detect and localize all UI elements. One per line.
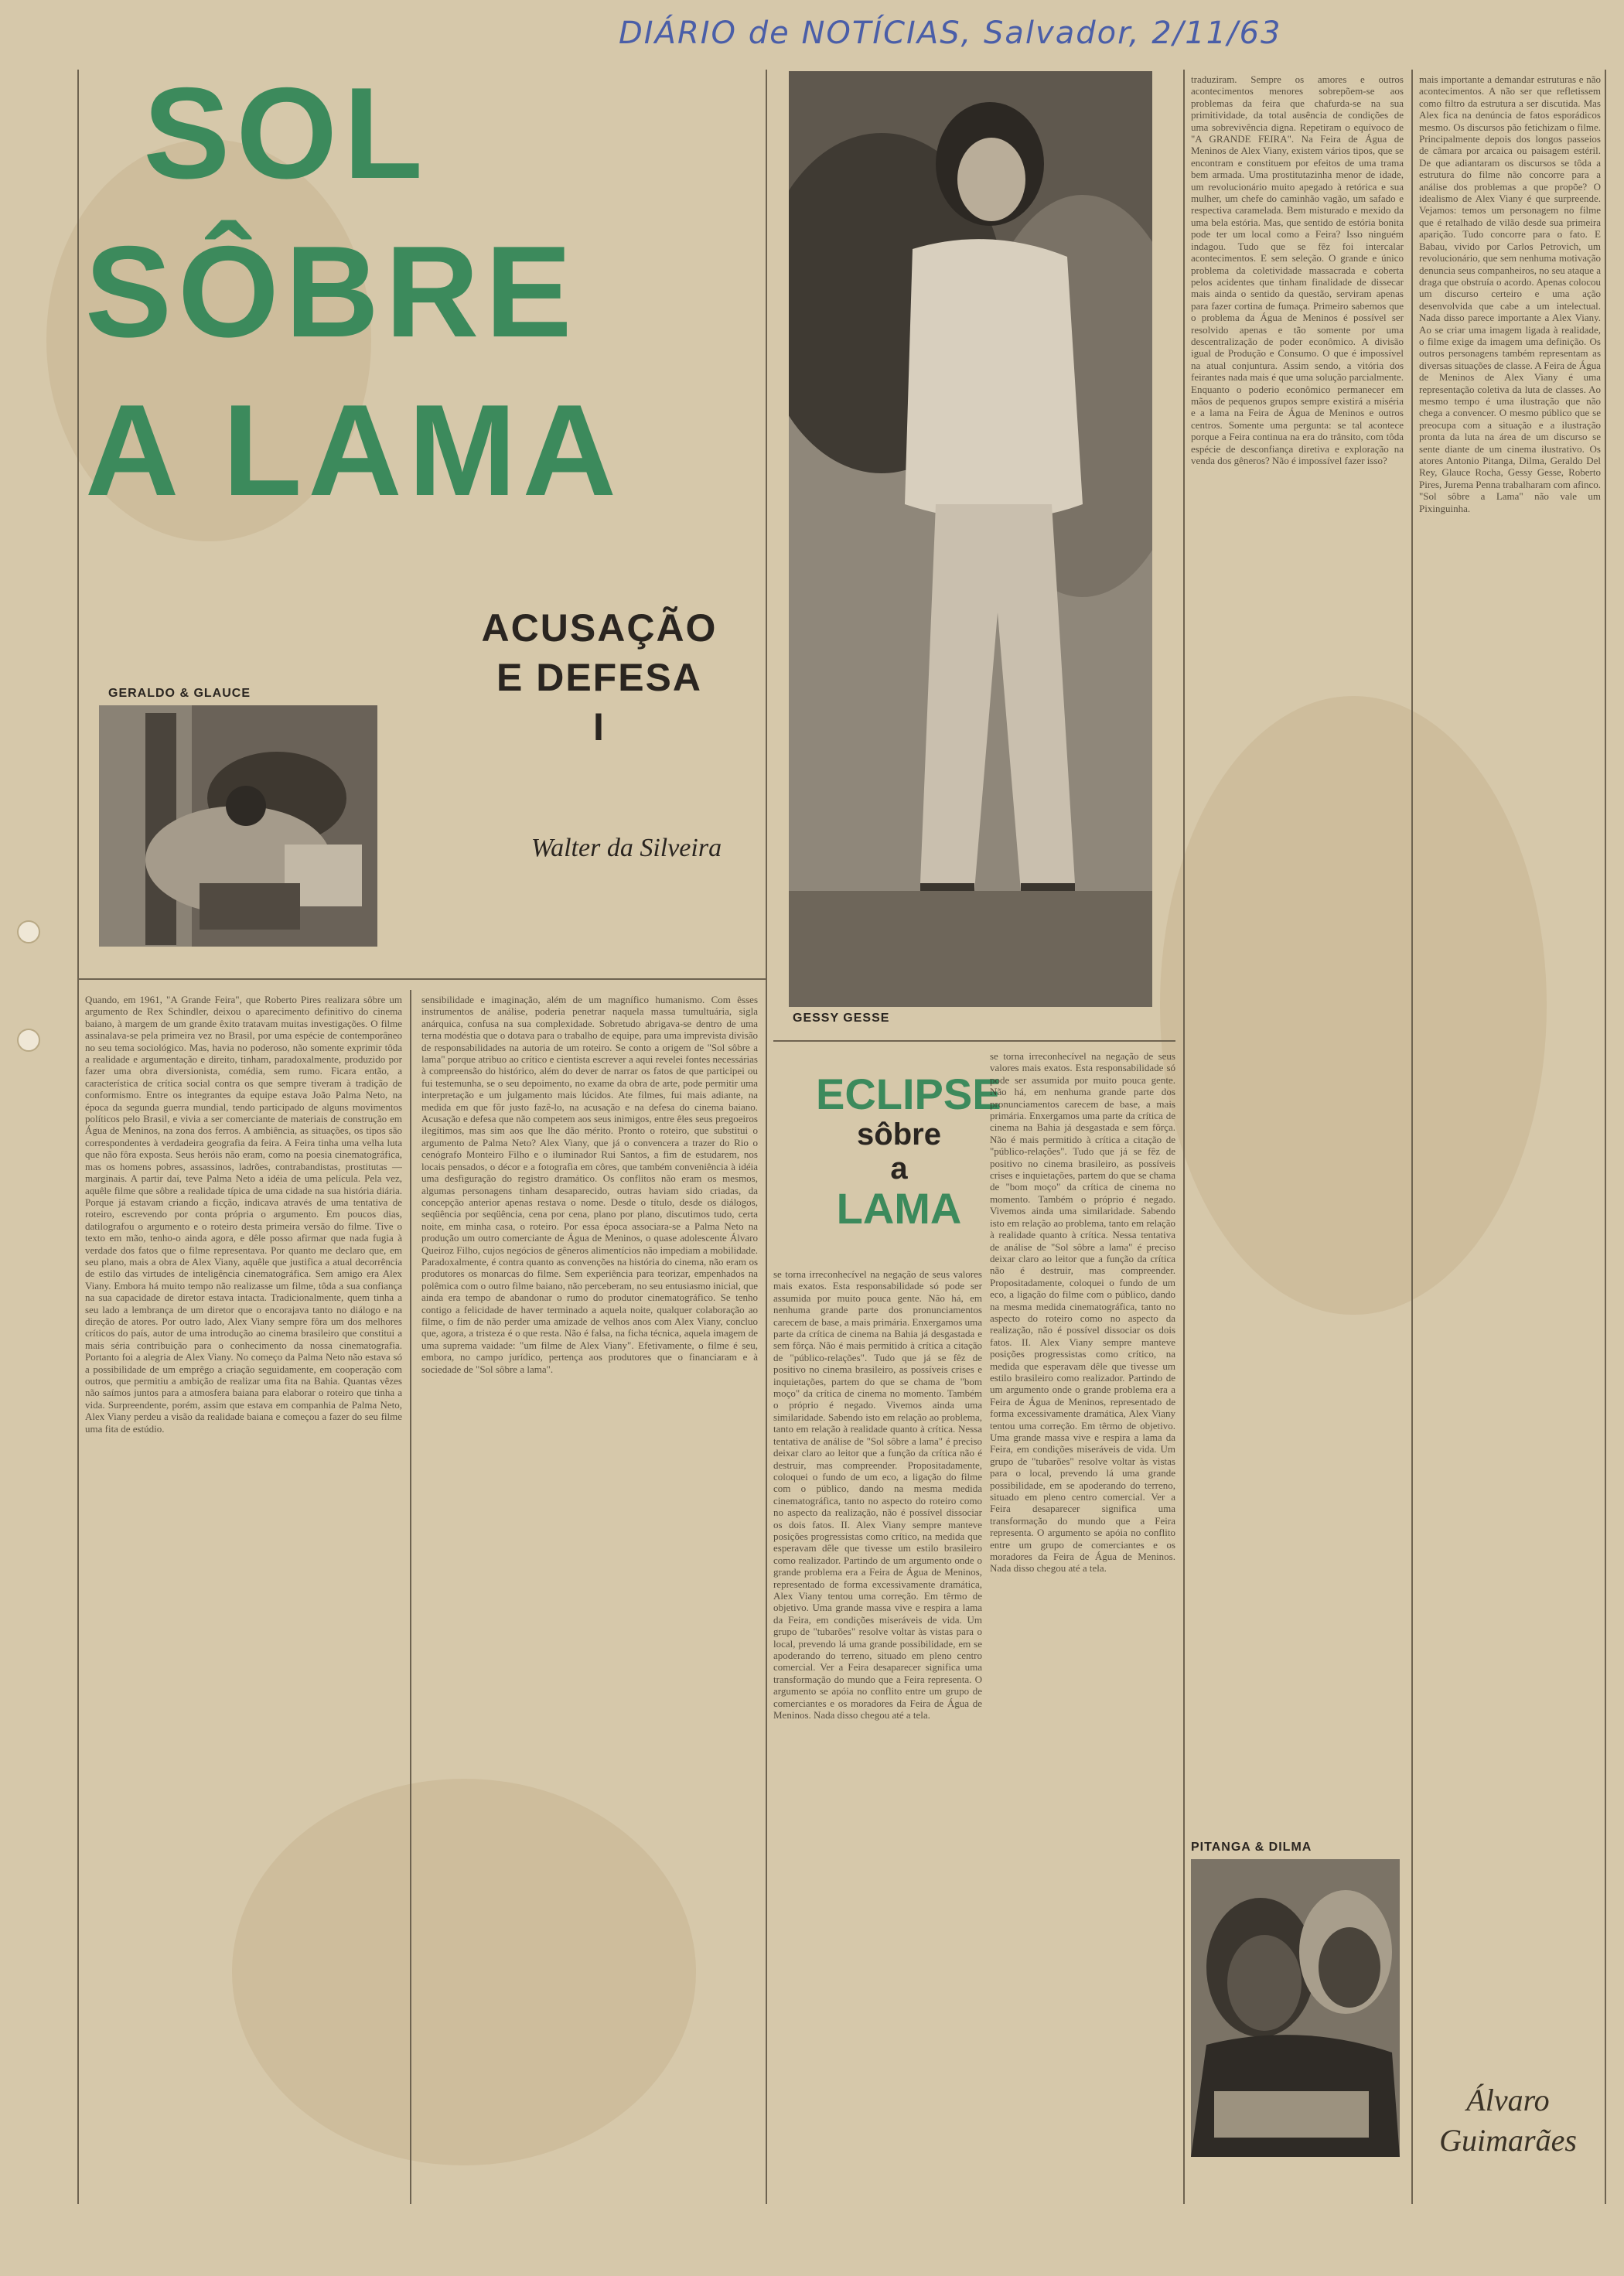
headline-line-2: SÔBRE — [85, 219, 578, 364]
article-column-3: se torna irreconhecível na negação de seus valores mais exatos. Esta responsabilidade só pode ser assumida por muito pouca gente. Não há, em nenhuma grande parte dos pronunciamentos carecem de base, a mais primária. Enxergamos uma parte da crítica de cinema na Bahia já desgastada e sem fôrça. Não é mais permitido à crítica a citação de "público-relações". Tudo que já se fêz de positivo no cinema brasileiro, as possíveis crises e inquietações, partem do que se chama de "bom moço" da crítica de cinema no momento. Também o próprio é negado. Vivemos ainda uma similaridade. Sabendo isto em relação ao problema, tanto em relação à realidade quanto à crítica. Nessa tentativa de análise de "Sol sôbre a lama" é preciso deixar claro ao leitor que a função da crítica não é destruir, mas compreender. Propositadamente, coloquei o fundo de um eco, a ligação do filme com o público, dando na mesma medida cinematográfica, tanto no aspecto do roteiro como no aspecto da realização, não é possível dissociar os dois fatos. II. Alex Viany sempre manteve posições progressistas como crítico, na medida que esperavam dêle que tivesse um estilo brasileiro como realizador. Partindo de um argumento onde o grande problema era a Feira de Água de Meninos, representado de forma excessivamente dramática, Alex Viany tentou uma correção. Em têrmo de objetivo. Uma grande massa vive e respira a lama da Feira, em condições miseráveis de vida. Um grupo de "tubarões" resolve voltar às vistas para o local, prevendo lá uma grande possibilidade, em se apoderando do terreno, situado em pleno centro comercial. Ver a Feira desaparecer significa uma transformação do mundo que a Feira representa. O argumento se apóia no conflito entre um grupo de comerciantes e os moradores da Feira de Água de Meninos. Nada disso chegou até a tela. — [990, 1050, 1175, 1575]
second-headline-word-2: sôbre — [857, 1118, 941, 1152]
column-rule — [77, 70, 79, 2204]
second-headline-word-1: ECLIPSE — [816, 1070, 1001, 1118]
headline-line-3: A LAMA — [85, 377, 623, 523]
actress-portrait-image — [789, 71, 1152, 1007]
byline: Walter da Silveira — [531, 834, 722, 862]
photo-caption: GESSY GESSE — [793, 1012, 890, 1025]
article-column-1: Quando, em 1961, "A Grande Feira", que Roberto Pires realizara sôbre um argumento de Rex Schindler, deixou o aparecimento definitivo do cinema baiano, à margem de um grande êxito tratavam muitas investigações. O filme assinalava-se pela primeira vez no Brasil, por uma espécie de contemporâneo no seu tema sociológico. Mas, havia no poderoso, não somente exprimir tôda a realidade e argumentação e direito, tinham, paradoxalmente, produzido por fazer uma obra diversionista, comédia, sem rumo. Ficara então, a característica de crítica social contra os que sempre tiveram à tradição de conformismo. Entre os integrantes da equipe estava João Palma Neto, na época da segunda guerra mundial, tendo participado de alguns movimentos políticos pelo Brasil, e vivia a ser comerciante de materiais de construção em Água de Meninos, na zona dos ferros. A ambiência, as situações, os tipos são correspondentes à verdadeira geografia da feira. A Feira tinha uma velha luta que não fôra exposta. Seus heróis não eram, como na poesia cinematográfica, mas os homens pobres, assassinos, ladrões, contrabandistas, prostitutas — marginais. A partir daí, teve Palma Neto a idéia de uma película. Pela vez, aquêle filme que sôbre a realidade típica de uma cidade na sua história diária. Porque já estavam criando a ficção, indicava através de uma tentativa de roteiro, escrevendo por conta própria o argumento. Em poucos dias, datilografou o argumento e o roteiro desta primeira versão do filme. Tive o texto em mão, tenho-o ainda agora, e dêle posso afirmar que nada fugia à verdade dos fatos que o filme representava. Por quanto me declaro que, em seu plano, mais a obra de Alex Viany, aquêle que justifica a atual decorrência de estilo das virtudes de inteligência cinematográfica. Sem amigo era Alex Viany. Embora há muito tempo não realizasse um filme, tôda a sua confiança na sua capacidade de diretor estava intacta. Tradicionalmente, quem tinha a seu lado a lembrança de um diretor que o encorajava tanto no diálogo e na direção de atores. Por outro lado, Alex Viany sempre fôra um dos melhores críticos do país, autor de uma introdução ao cinema brasileiro que constitui a mais séria contribuição para o conhecimento da nossa cinematografia. Portanto foi a alegria de Alex Viany. No começo da Palma Neto não estava só a possibilidade de um emprêgo a criação seguidamente, em cooperação com outros, que permitiu a ambição de realizar uma fita na Bahia. Quantas vêzes não saímos juntos para a atmosfera baiana para elaborar o roteiro que tinha a vida. Surpreendente, porém, assim que estava em companhia de Palma Neto, Alex Viany perdeu a visão da realidade baiana e começou a fazer do seu filme uma fita de estúdio. — [85, 994, 402, 1435]
column-rule — [766, 70, 767, 2204]
column-rule — [1183, 70, 1185, 2204]
headline-line-1: SOL — [143, 60, 429, 206]
second-headline-word-3: a — [890, 1152, 908, 1186]
section-rule — [77, 978, 766, 980]
article-column-2: sensibilidade e imaginação, além de um magnífico humanismo. Com êsses instrumentos de análise, poderia penetrar naquela massa tumultuária, sigla anárquica, confusa na sua complexidade. Sobretudo abrigava-se dentro de uma terna modéstia que o dotava para o trabalho de equipe, para uma imprevista divisão de responsabilidades na autoria de um roteiro. Se conto a origem de "Sol sôbre a lama" porque atribuo ao crítico e cientista escrever a aqui revelei fontes necessárias à compreensão do histórico, além do dever de narrar os fatos de que participei ou fui testemunha, se o seu depoimento, no exame da obra de arte, pode permitir uma interpretação e um julgamento mais lúcidos. Ate filmes, fui mais adiante, na medida em que fôr justo fazê-lo, na acusação e na defesa do cinema baiano. Acusação e defesa que não competem aos seus inimigos, entre êles seus pregoeiros ilegítimos, mas sim aos que lhe dão mérito. Pronto o roteiro, que substitui o argumento de Palma Neto? Alex Viany, que já o convencera a trazer do Rio o cenógrafo Monteiro Filho e o iluminador Rui Santos, a fim de estudarem, nos locais pensados, o décor e a fotografia em côres, que também conveniência à idéia uma desfiguração do registro dramático. Os conflitos não eram os mesmos, algumas personagens tinham desaparecido, outras haviam sido criadas, da concepção anterior apenas restava o nome. Desde o título, desde os diálogos, seqüência por seqüência, cena por cena, plano por plano, discutimos tudo, certa noite, em minha casa, o roteiro. Por essa época associara-se a Palma Neto na produção um outro comerciante de Água de Meninos, o quase adolescente Álvaro Queiroz Filho, cujos negócios de gêneros alimentícios não impediam a mobilidade. Paradoxalmente, é contra quanto as convenções na história do cinema, não eram os produtores os monarcas do filme. Sem experiência para teorizar, empenhados na polêmica com o outro filme baiano, não perceberam, no seu entusiasmo inicial, que ainda era tempo de abandonar o rumo do produtor cinematográfico. Se tenho contigo a felicidade de haver terminado a aquela noite, qualquer colaboração ao filme, o fim de não perder uma amizade de velhos anos com Alex Viany, concluo que, agora, a tristeza é o que resta. Não é falsa, na ficha técnica, aquela imagem de uma suprema vaidade: "um filme de Alex Viany". Efetivamente, o filme é seu, embora, no campo jurídico, pertença aos produtores que o financiaram e à sociedade de "Sol sôbre a lama". — [421, 994, 758, 1375]
punch-hole — [17, 920, 40, 943]
punch-hole — [17, 1029, 40, 1052]
column-rule — [1605, 70, 1606, 2204]
photo-caption: GERALDO & GLAUCE — [108, 687, 251, 700]
column-rule — [1411, 70, 1413, 2204]
second-byline-line-2: Guimarães — [1439, 2123, 1577, 2158]
actors-photo — [1191, 1859, 1400, 2157]
second-headline-word-4: LAMA — [836, 1184, 962, 1233]
actors-image — [1191, 1859, 1400, 2157]
actress-portrait-photo — [789, 71, 1152, 1007]
subheadline — [433, 603, 766, 752]
subhead-line-3: I — [593, 705, 606, 749]
main-headline — [85, 54, 623, 530]
photo-caption: PITANGA & DILMA — [1191, 1841, 1312, 1854]
column-rule — [410, 990, 411, 2204]
film-still-photo — [99, 705, 377, 947]
article-column-4: traduziram. Sempre os amores e outros acontecimentos menores sobrepõem-se aos problemas da feira que chafurda-se na sua primitividade, da total ausência de condições de uma sobrevivência digna. Repetiram o equívoco de "A GRANDE FEIRA". Na Feira de Água de Meninos de Alex Viany, existem vários tipos, que se encontram e constituem por efeitos de uma trama bem armada. Uma prostitutazinha menor de idade, um revolucionário muito apegado à retórica e sua mulher, um chefe do caminhão vagão, um safado e respectiva caramelada. Bem misturado e mexido da uma bela estória. Mas, que sentido de estória bonita pode ter um local como a Feira? Isso ninguém indagou. Tudo que se fêz foi intercalar acontecimentos. E sem seleção. O grande e único problema da coletividade massacrada e coberta pelos acidentes que tinham finalidade de dissecar mais ainda o sentido da questão, serviram apenas para fazer cortina de fumaça. Primeiro sabemos que o problema da Água de Meninos é possível ser resolvido apenas e tão somente por uma descentralização de poder econômico. A divisão igual de Produção e Consumo. O que é impossível na atual conjuntura. Assim sendo, a vitória dos feirantes nada mais é que uma solução parcialmente. Enquanto o poderio econômico permanecer em mãos de pequenos grupos sempre existirá a miséria e a lama na Feira de Água de Meninos e outros centros. Somente uma pergunta: se tal acontece porque a Feira continua na era do trânsito, com tôda espécie de desconfiança diretiva e exploração na venda dos gêneros? Não é impossível fazer isso? — [1191, 73, 1404, 466]
article-column-3b: se torna irreconhecível na negação de seus valores mais exatos. Esta responsabilidade só pode ser assumida por muito pouca gente. Não há, em nenhuma grande parte dos pronunciamentos carecem de base, a mais primária. Enxergamos uma parte da crítica de cinema na Bahia já desgastada e sem fôrça. Não é mais permitido à crítica a citação de "público-relações". Tudo que já se fêz de positivo no cinema brasileiro, as possíveis crises e inquietações, partem do que se chama de "bom moço" da crítica de cinema no momento. Também o próprio é negado. Vivemos ainda uma similaridade. Sabendo isto em relação ao problema, tanto em relação à realidade quanto à crítica. Nessa tentativa de análise de "Sol sôbre a lama" é preciso deixar claro ao leitor que a função da crítica não é destruir, mas compreender. Propositadamente, coloquei o fundo de um eco, a ligação do filme com o público, dando na mesma medida cinematográfica, tanto no aspecto do roteiro como no aspecto da realização, não é possível dissociar os dois fatos. II. Alex Viany sempre manteve posições progressistas como crítico, na medida que esperavam dêle que tivesse um estilo brasileiro como realizador. Partindo de um argumento onde o grande problema era a Feira de Água de Meninos, representado de forma excessivamente dramática, Alex Viany tentou uma correção. Em têrmo de objetivo. Uma grande massa vive e respira a lama da Feira, em condições miseráveis de vida. Um grupo de "tubarões" resolve voltar às vistas para o local, prevendo lá uma grande possibilidade, em se apoderando do terreno, situado em pleno centro comercial. Ver a Feira desaparecer significa uma transformação do mundo que a Feira representa. O argumento se apóia no conflito entre um grupo de comerciantes e os moradores da Feira de Água de Meninos. Nada disso chegou até a tela. — [773, 1268, 982, 1722]
film-still-image — [99, 705, 377, 947]
handwritten-source-note: DIÁRIO de NOTÍCIAS, Salvador, 2/11/63 — [619, 15, 1282, 51]
second-byline-line-1: Álvaro — [1466, 2083, 1550, 2117]
second-byline — [1423, 2080, 1593, 2161]
subhead-line-1: ACUSAÇÃO — [481, 606, 718, 650]
second-headline — [816, 1070, 1001, 1233]
section-rule — [773, 1040, 1175, 1042]
article-column-5: mais importante a demandar estruturas e não acontecimentos. A não ser que refletissem como filtro da estrutura a ser discutida. Mas Alex fica na denúncia de fatos esporádicos mesmo. Os discursos pão fetichizam o filme. Principalmente depois dos longos passeios de câmara por arcaica ou paisagem estéril. De que adiantaram os discursos se tôda a estrutura do filme não concorre para a análise dos problemas a que propõe? O idealismo de Alex Viany é que surpreende. Vejamos: temos um personagem no filme que é retalhado de vilão desde sua primeira aparição. Tudo concorre para o fato. E Babau, vivido por Carlos Petrovich, um revolucionário, que sem nenhuma motivação denuncia seus companheiros, no seu ataque a draga que obstruía o acordo. Apenas colocou um discurso certeiro e uma ação desenvolvida que cabe a um intelectual. Nada disso parece importante a Alex Viany. Ao se criar uma imagem ligada à realidade, o filme exige da imagem uma definição. Os outros personagens também representam as diversas situações de classe. A Feira de Água de Meninos de Alex Viany é uma representação coletiva da luta de classes. Ao mesmo tempo é uma ilustração que não chega a convencer. O mesmo público que se preocupa com a situação e a ilustração pronta da luta na área de um discurso se sente diante de um cinema ilustrativo. Os atores Antonio Pitanga, Dilma, Geraldo Del Rey, Glauce Rocha, Gessy Gesse, Roberto Pires, Jurema Penna trabalharam com afinco. "Sol sôbre a Lama" não vale um Pixinguinha. — [1419, 73, 1601, 514]
subhead-line-2: E DEFESA — [496, 656, 703, 699]
